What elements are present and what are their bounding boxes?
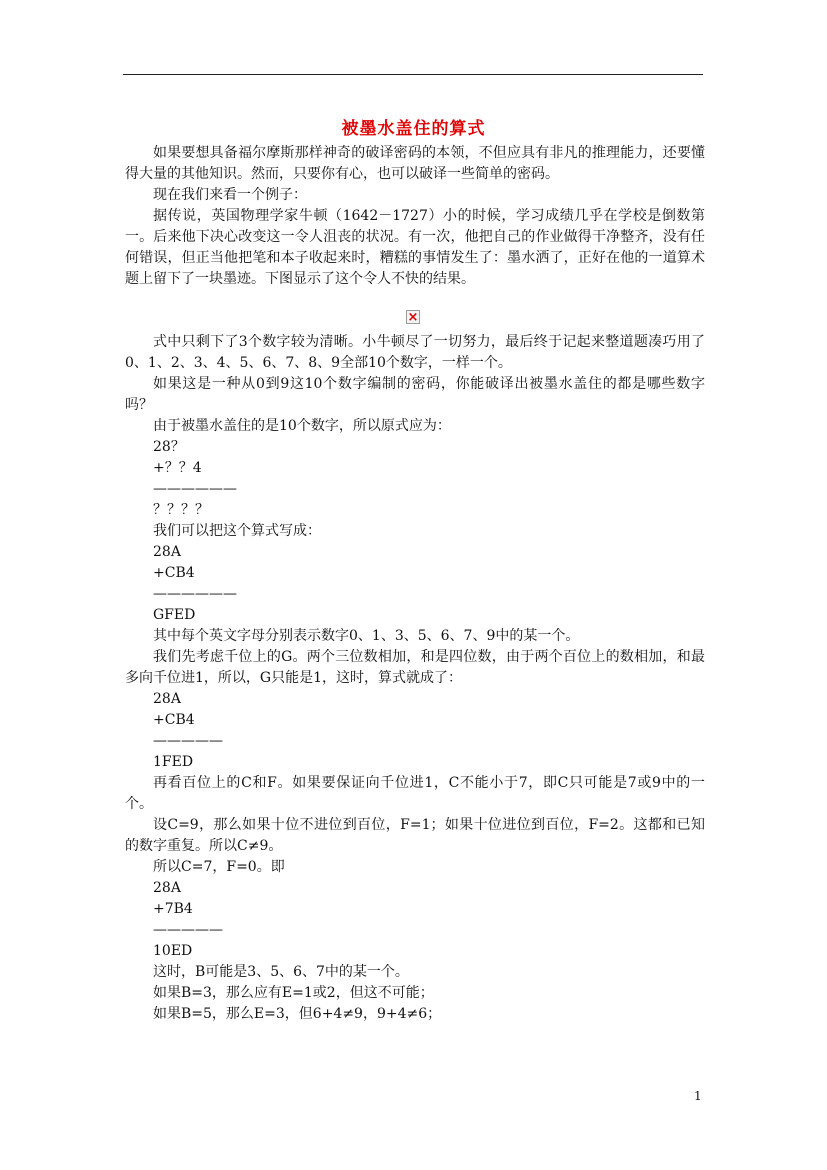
body-paragraph: 由于被墨水盖住的是10个数字，所以原式应为： [153,418,451,434]
body-paragraph: 如果B=5，那么E=3，但6+4≠9，9+4≠6； [153,1006,442,1022]
equation-line: 28A [153,691,181,707]
broken-image-icon [406,310,420,324]
equation-line: —————— [153,481,237,497]
body-paragraph: 再看百位上的C和F。如果要保证向千位进1，C不能小于7，即C只可能是7或9中的一个。 [125,775,705,812]
body-paragraph: 式中只剩下了3个数字较为清晰。小牛顿尽了一切努力，最后终于记起来整道题凑巧用了0、1、2、3、4、5、6、7、8、9全部10个数字，一样一个。 [125,334,705,371]
equation-line: 10ED [153,943,193,959]
equation-line: +CB4 [153,565,195,581]
equation-line: 28A [153,880,181,896]
equation-line: 28？ [153,439,185,455]
equation-line: +？？4 [153,460,202,476]
body-paragraph: 我们先考虑千位上的G。两个三位数相加，和是四位数，由于两个百位上的数相加，和最多向千位进1，所以，G只能是1，这时，算式就成了： [125,649,705,686]
body-paragraph: 其中每个英文字母分别表示数字0、1、3、5、6、7、9中的某一个。 [153,628,580,644]
equation-line: —————— [153,586,237,602]
equation-line: 1FED [153,754,194,770]
document-body [125,143,705,1025]
equation-line: +CB4 [153,712,195,728]
intro-paragraph: 如果要想具备福尔摩斯那样神奇的破译密码的本领，不但应具有非凡的推理能力，还要懂得大量的其他知识。然而，只要你有心，也可以破译一些简单的密码。 [125,145,705,182]
body-paragraph: 我们可以把这个算式写成： [153,523,321,539]
equation-line: 28A [153,544,181,560]
body-paragraph: 如果这是一种从0到9这10个数字编制的密码，你能破译出被墨水盖住的都是哪些数字吗？ [125,376,705,413]
body-paragraph: 如果B=3，那么应有E=1或2，但这不可能； [153,985,434,1001]
equation-line: ？？？？ [153,502,209,518]
equation-line: ————— [153,922,223,938]
body-paragraph: 所以C=7，F=0。即 [153,859,285,875]
equation-line: GFED [153,607,196,623]
intro-paragraph: 据传说，英国物理学家牛顿（1642－1727）小的时候，学习成绩几乎在学校是倒数第一。后来他下决心改变这一令人沮丧的状况。有一次，他把自己的作业做得干净整齐，没有任何错误，但正当他把笔和本子收起来时，糟糕的事情发生了：墨水洒了，正好在他的一道算术题上留下了一块墨迹。下图显示了这个令人不快的结果。 [125,208,705,287]
page-number: 1 [694,1089,702,1103]
equation-line: ————— [153,733,223,749]
equation-line: +7B4 [153,901,193,917]
figure-placeholder [125,290,705,332]
header-rule [123,74,703,75]
body-paragraph: 设C=9，那么如果十位不进位到百位，F=1；如果十位进位到百位，F=2。这都和已知的数字重复。所以C≠9。 [125,817,705,854]
body-paragraph: 这时，B可能是3、5、6、7中的某一个。 [153,964,409,980]
intro-paragraph: 现在我们来看一个例子： [153,187,307,203]
page-title: 被墨水盖住的算式 [341,119,486,139]
